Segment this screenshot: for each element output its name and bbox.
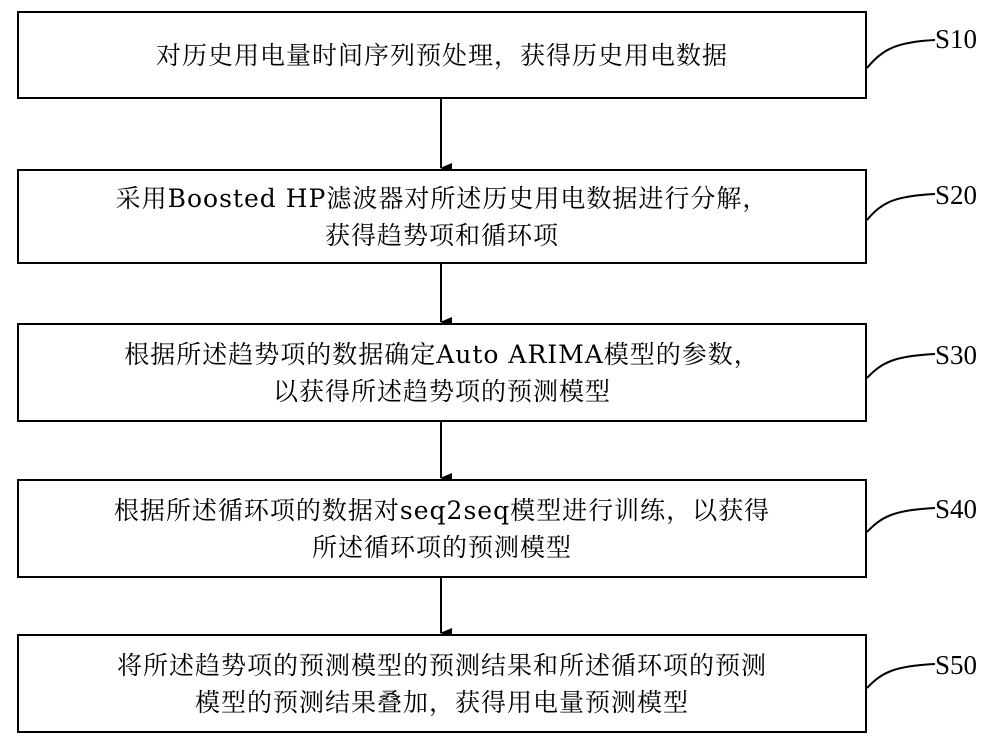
step-s40-line-2: 所述循环项的预测模型 xyxy=(311,532,572,562)
step-box-s50 xyxy=(17,634,867,733)
step-s30-line-1: 根据所述趋势项的数据确定Auto ARIMA模型的参数， xyxy=(124,339,760,369)
step-box-s20 xyxy=(17,169,867,264)
step-s20-line-1: 采用Boosted HP滤波器对所述历史用电数据进行分解， xyxy=(115,183,769,213)
step-tag-s40: S40 xyxy=(935,494,978,524)
step-s40-line-1: 根据所述循环项的数据对seq2seq模型进行训练，以获得 xyxy=(113,495,771,525)
step-tag-s30: S30 xyxy=(935,340,978,370)
step-box-s30 xyxy=(17,323,867,422)
leader-s20 xyxy=(867,194,935,220)
step-s30-line-2: 以获得所述趋势项的预测模型 xyxy=(272,376,611,406)
step-box-s10 xyxy=(17,11,867,99)
step-s10-line-1: 对历史用电量时间序列预处理，获得历史用电数据 xyxy=(155,40,728,70)
leader-s50 xyxy=(867,664,935,688)
step-s50-line-2: 模型的预测结果叠加，获得用电量预测模型 xyxy=(194,687,689,717)
step-tag-s50: S50 xyxy=(935,650,978,680)
step-tag-s10: S10 xyxy=(935,24,978,54)
leader-s40 xyxy=(867,508,935,532)
leader-s30 xyxy=(867,354,935,378)
step-box-s40 xyxy=(17,479,867,578)
step-tag-s20: S20 xyxy=(935,180,978,210)
step-s20-line-2: 获得趋势项和循环项 xyxy=(324,220,559,250)
leader-s10 xyxy=(867,40,935,68)
step-s50-line-1: 将所述趋势项的预测模型的预测结果和所述循环项的预测 xyxy=(116,650,767,680)
